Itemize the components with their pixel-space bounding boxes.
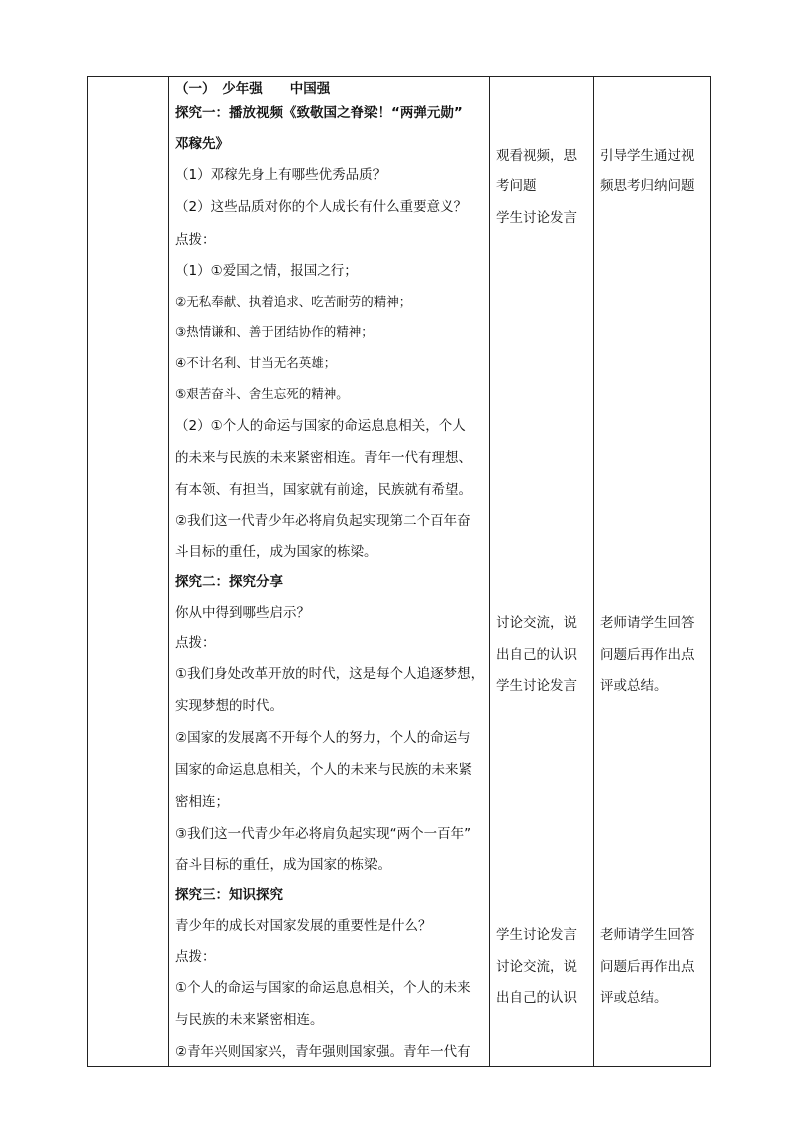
inquiry-1-heading-cont: 邓稼先》 <box>175 136 229 152</box>
student-activity-text: 学生讨论发言 <box>496 678 577 694</box>
answer-line: ②青年兴则国家兴，青年强则国家强。青年一代有 <box>175 1044 471 1060</box>
answer-line: ⑤艰苦奋斗、舍生忘死的精神。 <box>175 386 349 401</box>
answer-line: ②我们这一代青少年必将肩负起实现第二个百年奋 <box>175 513 471 529</box>
lesson-plan-table <box>87 76 711 1067</box>
teacher-activity-text: 问题后再作出点 <box>600 959 695 975</box>
student-activity-text: 学生讨论发言 <box>496 210 577 226</box>
answer-line: 斗目标的重任，成为国家的栋梁。 <box>175 544 378 560</box>
teacher-activity-text: 引导学生通过视 <box>600 148 695 164</box>
blank-column <box>88 77 169 1067</box>
question-line: 你从中得到哪些启示？ <box>175 605 310 621</box>
answer-line: 国家的命运息息相关，个人的未来与民族的未来紧 <box>175 762 472 778</box>
teacher-activity-text: 老师请学生回答 <box>600 927 695 943</box>
student-activity-text: 出自己的认识 <box>496 990 577 1006</box>
section-heading: （一） 少年强 中国强 <box>175 81 331 97</box>
answer-line: ②国家的发展离不开每个人的努力，个人的命运与 <box>175 730 471 746</box>
answer-line: ③热情谦和、善于团结协作的精神； <box>175 324 374 339</box>
answer-line: ①个人的命运与国家的命运息息相关，个人的未来 <box>175 980 471 996</box>
hint-label: 点拨： <box>175 949 216 965</box>
student-activity-text: 观看视频，思 <box>496 148 577 164</box>
teacher-activity-text: 频思考归纳问题 <box>600 178 695 194</box>
student-activity-column <box>490 77 594 1067</box>
student-activity-text: 出自己的认识 <box>496 647 577 663</box>
answer-line: 有本领、有担当，国家就有前途，民族就有希望。 <box>175 482 472 498</box>
student-activity-text: 学生讨论发言 <box>496 927 577 943</box>
answer-line: 奋斗目标的重任，成为国家的栋梁。 <box>175 857 391 873</box>
teacher-activity-column <box>594 77 711 1067</box>
teacher-activity-text: 问题后再作出点 <box>600 647 695 663</box>
question-1: （1）邓稼先身上有哪些优秀品质？ <box>175 167 387 183</box>
teacher-activity-text: 老师请学生回答 <box>600 615 695 631</box>
answer-line: 的未来与民族的未来紧密相连。青年一代有理想、 <box>175 450 472 466</box>
hint-label: 点拨： <box>175 232 216 248</box>
answer-line: 实现梦想的时代。 <box>175 698 283 714</box>
teaching-content-column <box>169 77 490 1067</box>
answer-line: ②无私奉献、执着追求、吃苦耐劳的精神； <box>175 294 412 309</box>
teacher-activity-text: 评或总结。 <box>600 678 668 694</box>
teacher-activity-text: 评或总结。 <box>600 990 668 1006</box>
answer-line: ①我们身处改革开放的时代，这是每个人追逐梦想， <box>175 666 485 682</box>
inquiry-3-heading: 探究三：知识探究 <box>175 887 283 903</box>
answer-line: ④不计名利、甘当无名英雄； <box>175 355 337 370</box>
inquiry-2-heading: 探究二：探究分享 <box>175 574 283 590</box>
answer-line: 与民族的未来紧密相连。 <box>175 1012 324 1028</box>
student-activity-text: 讨论交流，说 <box>496 615 577 631</box>
answer-line: （1）①爱国之情，报国之行； <box>175 263 358 279</box>
hint-label: 点拨： <box>175 635 216 651</box>
answer-line: （2）①个人的命运与国家的命运息息相关，个人 <box>175 418 466 434</box>
student-activity-text: 讨论交流，说 <box>496 959 577 975</box>
answer-line: ③我们这一代青少年必将肩负起实现“两个一百年” <box>175 826 472 842</box>
question-2: （2）这些品质对你的个人成长有什么重要意义？ <box>175 199 468 215</box>
inquiry-1-heading: 探究一：播放视频《致敬国之脊梁！“两弹元勋” <box>175 105 463 121</box>
answer-line: 密相连； <box>175 794 229 810</box>
student-activity-text: 考问题 <box>496 178 537 194</box>
question-line: 青少年的成长对国家发展的重要性是什么？ <box>175 918 432 934</box>
